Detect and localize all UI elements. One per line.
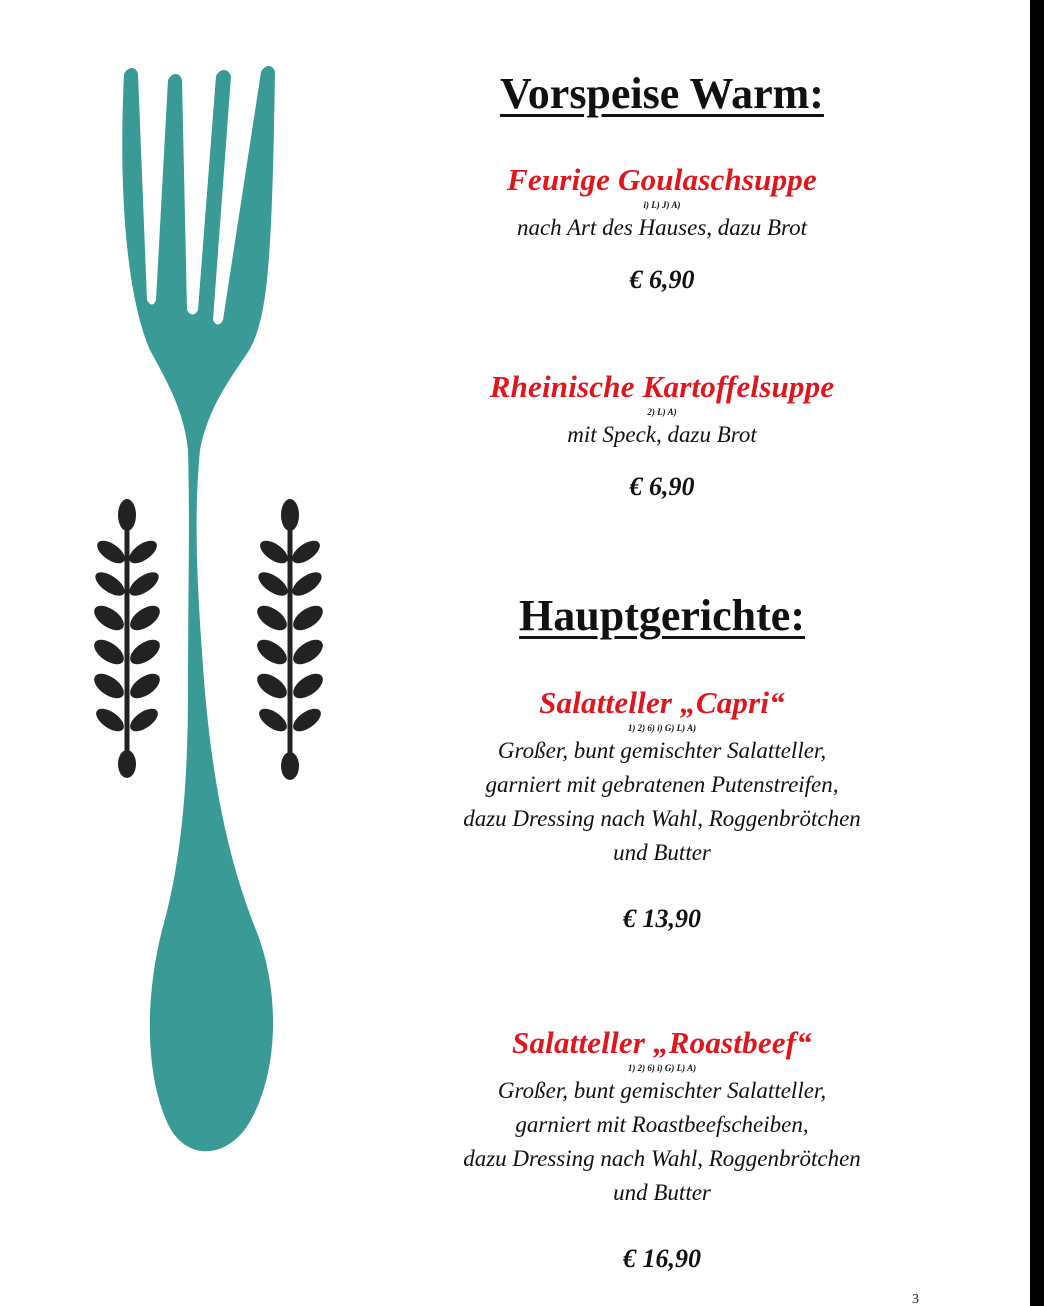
- dish-description-line: dazu Dressing nach Wahl, Roggenbrötchen: [463, 806, 861, 831]
- dish-price: € 6,90: [629, 265, 695, 294]
- dish-name: Feurige Goulaschsuppe: [507, 162, 817, 197]
- dish-goulaschsuppe: [400, 162, 924, 295]
- page-number: 3: [912, 1292, 919, 1306]
- section-title-vorspeise: Vorspeise Warm:: [500, 69, 824, 118]
- dish-kartoffelsuppe: [400, 369, 924, 502]
- dish-allergens: 2) L) A): [647, 407, 677, 417]
- dish-salatteller-roastbeef: [400, 1025, 924, 1274]
- dish-price: € 6,90: [629, 472, 695, 501]
- dish-allergens: i) L) J) A): [643, 200, 681, 210]
- dish-price: € 16,90: [623, 1244, 701, 1273]
- dish-description-line: Großer, bunt gemischter Salatteller,: [497, 738, 827, 763]
- dish-name: Salatteller „Capri“: [539, 685, 785, 720]
- dish-description: [400, 418, 924, 452]
- dish-allergens: 1) 2) 6) i) G) L) A): [627, 723, 697, 733]
- dish-description-line: und Butter: [613, 840, 711, 865]
- dish-description: [400, 1074, 924, 1210]
- dish-description-line: garniert mit Roastbeefscheiben,: [515, 1112, 809, 1137]
- fork-illustration: [0, 0, 420, 1306]
- sprig-left-icon: [90, 499, 164, 778]
- dish-description-line: garniert mit gebratenen Putenstreifen,: [485, 772, 839, 797]
- dish-description: [400, 734, 924, 870]
- dish-description: [400, 211, 924, 245]
- section-title-hauptgerichte: Hauptgerichte:: [519, 591, 805, 640]
- dish-name: Rheinische Kartoffelsuppe: [489, 369, 835, 404]
- dish-description-line: dazu Dressing nach Wahl, Roggenbrötchen: [463, 1146, 861, 1171]
- dish-salatteller-capri: [400, 685, 924, 934]
- dish-price: € 13,90: [623, 904, 701, 933]
- dish-description-line: Großer, bunt gemischter Salatteller,: [497, 1078, 827, 1103]
- dish-description-line: und Butter: [613, 1180, 711, 1205]
- sprig-right-icon: [253, 499, 327, 780]
- dish-description-line: nach Art des Hauses, dazu Brot: [516, 215, 808, 240]
- dish-name: Salatteller „Roastbeef“: [512, 1025, 812, 1060]
- dish-description-line: mit Speck, dazu Brot: [567, 422, 757, 447]
- dish-allergens: 1) 2) 6) i) G) L) A): [627, 1063, 697, 1073]
